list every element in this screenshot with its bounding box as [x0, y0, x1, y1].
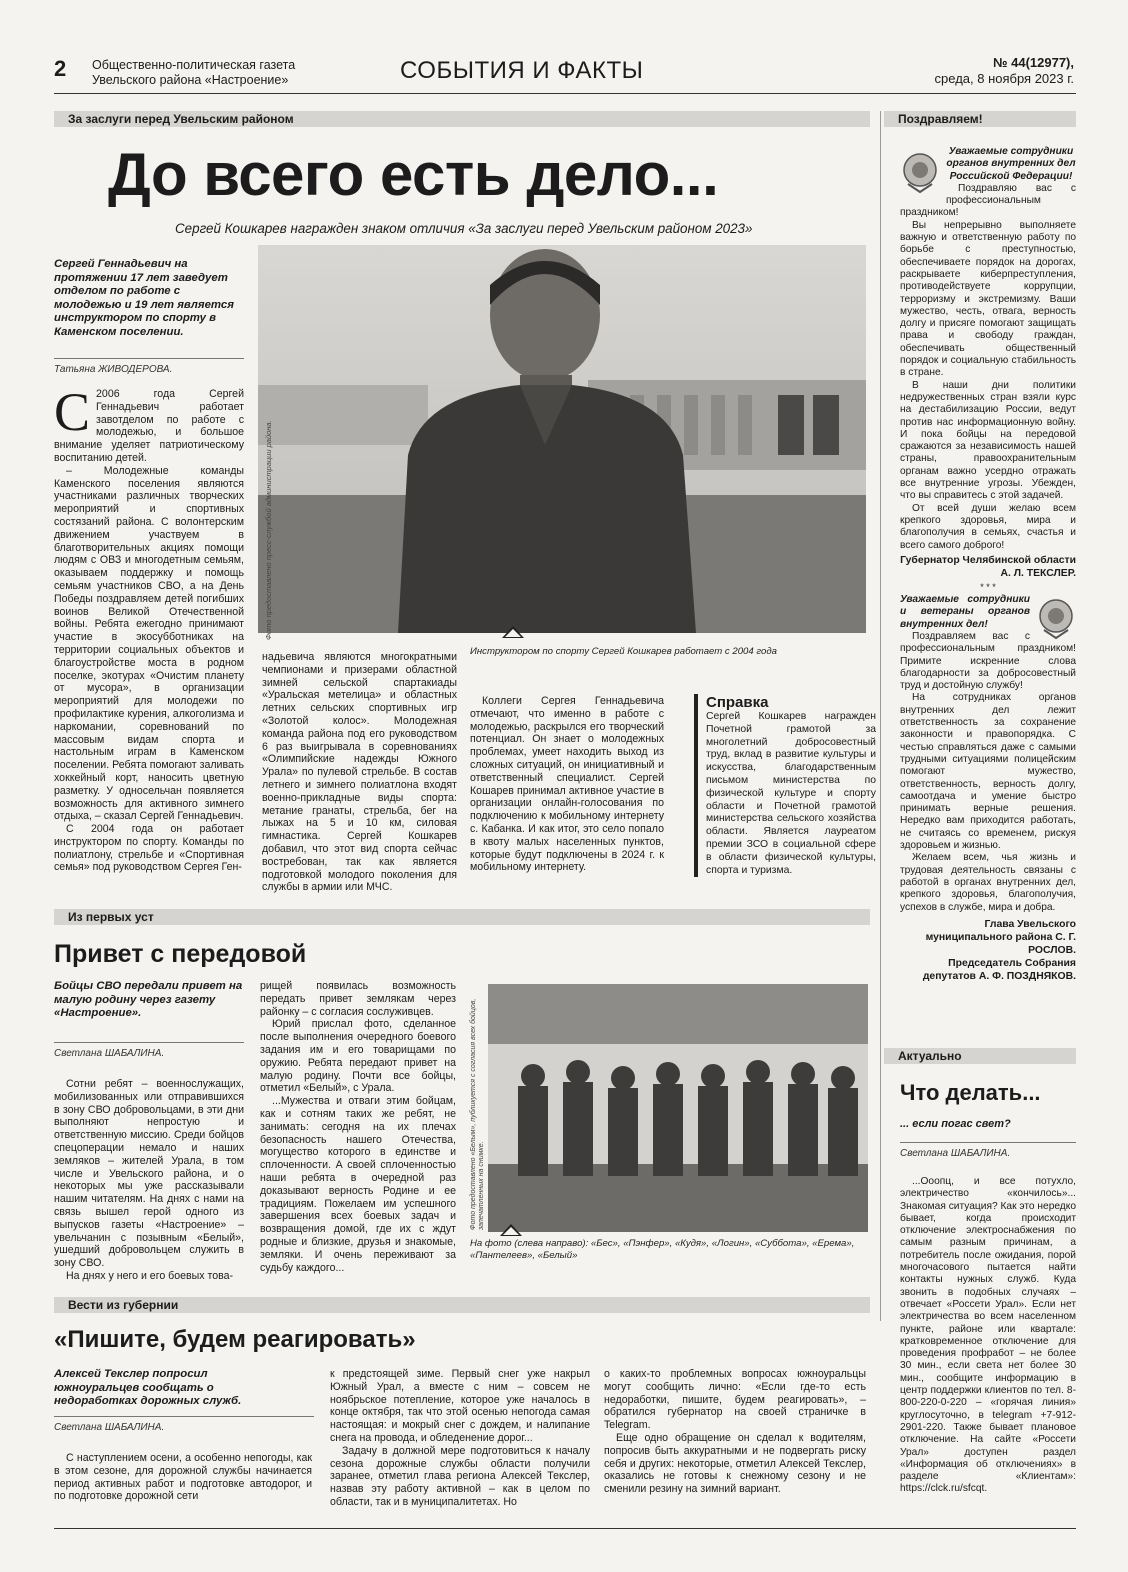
- congrats-p1: Поздравляю вас с профессиональным праздником!: [900, 182, 1076, 219]
- dropcap: С: [54, 382, 91, 442]
- article3-col2-p2: Задачу в должной мере подготовиться к началу сезона дорожные службы области получили заранее, отметил глава региона Алексей Текслер, назвав эту работу активной – как в целом по области, так и в муниципалитетах. Но: [330, 1444, 590, 1508]
- article1-kicker: За заслуги перед Увельским районом: [54, 111, 870, 127]
- issue-number: № 44(12977),: [993, 55, 1074, 70]
- article2-lead-rule: [54, 1042, 244, 1043]
- article1-lead: Сергей Геннадьевич на протяжении 17 лет заведует отделом по работе с молодежью и 19 лет является инструктором по спорту в Каменском поселении.: [54, 258, 234, 338]
- article3-col3-p1: о каких-то проблемных вопросах южноуральцы могут сообщить лично: «Если где-то есть недоработки, пишите, будем реагировать», – обратился губернатор на своей страничке в Telegram.: [604, 1368, 866, 1432]
- article3-column-1: [54, 1452, 312, 1503]
- article1-col1-p2: – Молодежные команды Каменского поселения являются участниками различных творческих мероприятий и спортивных состязаний района. С волонтерским движением участвуем в благотворительных акциях помощи людям с ОВЗ и многодетным семьям, оказываем поддержку и помощь семьям участников СВО, а на День Победы поздравляем детей погибших воинов Великой Отечественной войны. Ребята ежегодно принимают участие в экосубботниках на территории социальных объектов и благоустройстве моста в родном поселке, экотурах «Очистим планету от мусора», в организации мероприятий для молодежи по профилактике курения, алкоголизма и наркомании, соревнований по массовым видам спорта и настольным играм в Каменском поселении. Ребята помогают заливать хоккейный корт, наносить цветную разметку. У односельчан появляется возможность для активного зимнего отдыха, – сказал Сергей Геннадьевич.: [54, 464, 244, 823]
- article2-column-1: [54, 1078, 244, 1283]
- issue-info: [935, 55, 1074, 87]
- article1-col1-p1: 2006 года Сергей Геннадьевич работает завотделом по работе с молодежью, и большое внимание уделяет патриотическому воспитанию детей.: [54, 388, 244, 464]
- congrats-signature-2: Глава Увельского муниципального района С. Г. РОСЛОВ.: [925, 918, 1076, 956]
- congrats-p7: Желаем всем, чья жизнь и трудовая деятельность связаны с работой в органах внутренних дел, крепкого здоровья, благополучия, успехов в службе, мира и добра.: [900, 852, 1076, 913]
- congrats-p6: На сотрудниках органов внутренних дел лежит ответственность за сохранение законности и правопорядка. С честью справляться даже с самыми трудными ситуациями полицейским помогают мужество, ответственность, верность долгу, самоотдача и умение быстро принимать верные решения. Нередко вам приходится работать, не считаясь со временем, рискуя здоровьем и жизнью.: [900, 692, 1076, 852]
- congrats-separator: * * *: [980, 581, 996, 592]
- article1-byline: Татьяна ЖИВОДЕРОВА.: [54, 364, 173, 375]
- emblem-icon: [900, 150, 940, 194]
- congrats-p4: От всей души желаю всем крепкого здоровья, мира и благополучия в семьях, счастья и всего самого доброго!: [900, 502, 1076, 551]
- article2-photo-caption: На фото (слева направо): «Бес», «Пэнфер», «Кудя», «Логин», «Суббота», «Ерема», «Пантелеев», «Белый»: [470, 1238, 855, 1261]
- article2-lead: Бойцы СВО передали привет на малую родину через газету «Настроение».: [54, 980, 243, 1020]
- article3-col1-text: С наступлением осени, а особенно непогоды, как в этом сезоне, для дорожной службы начинается период активных работ и подготовке автодорог, и по подготовке дорожной сети: [54, 1452, 312, 1503]
- info-box: [694, 694, 876, 877]
- portrait-illustration: [258, 245, 866, 633]
- article3-col2-p1: к предстоящей зиме. Первый снег уже накрыл Южный Урал, а вместе с ним – совсем не ноябрьское потепление, которое уже началось в конце октября, так что этой осенью непогода самая настоящая: и мокрый снег с дождем, и налипание снега на провода, и обледенение дорог...: [330, 1368, 590, 1444]
- paper-name-line2: Увельского района «Настроение»: [92, 73, 289, 87]
- info-box-text: Сергей Кошкарев награжден Почетной грамотой за многолетний добросовестный труд, вклад в развитие культуры и искусства, благодарственным письмом министерства по физической культуре и спорту области и Почетной грамотой министерства сельского хозяйства области. Является лауреатом премии ЗСО в социальной сфере в области физической культуры, спорта и туризма.: [706, 711, 876, 876]
- photo-pointer-icon-2: [500, 1224, 522, 1236]
- paper-name-line1: Общественно-политическая газета: [92, 58, 296, 72]
- article1-lead-rule: [54, 358, 244, 359]
- emblem-icon-2: [1036, 596, 1076, 640]
- article3-col3-p2: Еще одно обращение он сделал к водителям, попросив быть аккуратными и не подвергать риску себя и других: некоторые, отметил Алексей Текслер, оказались не готовы к снежному сезону и не сменили резину на зимний вариант.: [604, 1431, 866, 1496]
- article1-column-3: [470, 695, 664, 874]
- article1-column-2: [262, 651, 457, 894]
- article2-kicker: Из первых уст: [54, 909, 870, 925]
- congrats-signature-3: Председатель Собрания депутатов А. Ф. ПОЗДНЯКОВ.: [922, 957, 1076, 982]
- article1-column-1: [54, 382, 244, 874]
- article2-col1-p1: Сотни ребят – военнослужащих, мобилизованных или отправившихся в зону СВО добровольцами, в эти дни выполняют непростую и ответственную миссию. Среди бойцов спецоперации немало и наших земляков – жителей Урала, в том числе и Увельского района, и о некоторых мы уже рассказывали нашим читателям. На днях с нами на связь вышел герой одного из выпусков газеты «Настроение» – увельчанин с позывным «Белый», ушедший добровольцем служить в зону СВО.: [54, 1078, 244, 1270]
- actual-column: [900, 1176, 1076, 1496]
- article2-photo-credit: Фото предоставлено «Белым», публикуется с согласия всех бойцов, запечатленных на снимке.: [470, 998, 485, 1230]
- paper-name: [92, 58, 295, 88]
- article3-title: «Пишите, будем реагировать»: [54, 1326, 416, 1353]
- congrats-signature-1: Губернатор Челябинской области А. Л. ТЕКСЛЕР.: [900, 554, 1076, 579]
- actual-byline: Светлана ШАБАЛИНА.: [900, 1148, 1011, 1159]
- congrats-kicker: Поздравляем!: [884, 111, 1076, 127]
- congrats-column: [900, 146, 1076, 983]
- header-rule: [54, 93, 1076, 94]
- congrats-p2: Вы непрерывно выполняете важную и ответственную работу по борьбе с преступностью, обеспечиваете порядок на дорогах, раскрываете киберпреступления, противодействуете коррупции, терроризму и экстремизму. Ваши мужество, честь, отвага, верность долгу и присяге помогают защищать права и свободу граждан, обеспечивать общественный порядок и социальную стабильность в стране.: [900, 219, 1076, 379]
- article1-col1-p3: С 2004 года он работает инструктором по спорту. Команды по полиатлону, стрельбе и «Спортивная семья» под руководством Сергея Ген-: [54, 823, 244, 874]
- article3-lead: Алексей Текслер попросил южноуральцев сообщать о недоработках дорожных служб.: [54, 1368, 242, 1408]
- actual-kicker: Актуально: [884, 1048, 1076, 1064]
- article2-col2-p1: рищей появилась возможность передать привет землякам через районку – с согласия сослуживцев.: [260, 980, 456, 1018]
- group-photo-illustration: [488, 984, 868, 1232]
- actual-rule: [900, 1142, 1076, 1143]
- article1-photo-caption: Инструктором по спорту Сергей Кошкарев работает с 2004 года: [470, 646, 777, 657]
- article2-col2-p2: Юрий прислал фото, сделанное после выполнения очередного боевого задания им и его товарищами по оружию. Ребята передают привет на малую родину. Почти все бойцы, отметил «Белый», с Урала.: [260, 1018, 456, 1095]
- article1-subtitle: Сергей Кошкарев награжден знаком отличия «За заслуги перед Увельским районом 2023»: [175, 221, 753, 236]
- article3-byline: Светлана ШАБАЛИНА.: [54, 1422, 165, 1433]
- sidebar-divider: [880, 111, 881, 1321]
- article2-photo: [488, 984, 868, 1232]
- page-number: 2: [54, 56, 67, 81]
- article2-col2-p3: ...Мужества и отваги этим бойцам, как и сотням таких же ребят, не занимать: сегодня на их плечах безопасность нашего Отечества, могущество которого в единстве и сплоченности. А своей сплоченностью наши ребята в очередной раз доказывают верность Родине и ее традициям. Пожелаем им успешного завершения всех боевых задач и возвращения домой, где их с ждут родные и близкие, друзья и знакомые, земляки. И очень переживают за судьбу каждого...: [260, 1095, 456, 1274]
- issue-date: среда, 8 ноября 2023 г.: [934, 71, 1074, 86]
- article3-column-3: [604, 1368, 866, 1496]
- section-title: СОБЫТИЯ И ФАКТЫ: [400, 57, 644, 84]
- congrats-p5: Поздравляем вас с профессиональным праздником! Примите искренние слова благодарности за добросовестный труд и достойную службу!: [900, 630, 1076, 692]
- info-box-title: Справка: [706, 694, 769, 711]
- congrats-greeting-1: Уважаемые сотрудники органов внутренних дел Российской Федерации!: [946, 146, 1076, 182]
- article3-lead-rule: [54, 1416, 314, 1417]
- actual-subtitle: ... если погас свет?: [900, 1118, 1011, 1130]
- congrats-greeting-2: Уважаемые сотрудники и ветераны органов внутренних дел!: [900, 594, 1030, 630]
- actual-title: Что делать...: [900, 1080, 1041, 1105]
- article3-column-2: [330, 1368, 590, 1509]
- article1-photo: [258, 245, 866, 633]
- article1-photo-credit: Фото предоставлено пресс-службой администрации района.: [264, 420, 273, 640]
- article1-col2-text: надьевича являются многократными чемпионами и призерами областной зимней сельской спартакиады «Уральская метелица» и областных летних сельских спортивных игр «Золотой колос». Молодежная команда района под его руководством 6 раз выигрывала в соревнованиях «Олимпийские надежды Южного Урала» по пулевой стрельбе. В состав летнего и зимнего полиатлона входят военно-прикладные виды спорта: метание гранаты, стрельба, бег на лыжах на 5 и 10 км, силовая гимнастика. Сергей Кошкарев добавил, что этот вид спорта сейчас востребован, так как является подготовкой молодого поколения для службы в армии или МЧС.: [262, 651, 457, 894]
- footer-rule: [54, 1528, 1076, 1529]
- article1-col3-text: Коллеги Сергея Геннадьевича отмечают, что именно в работе с молодежью, раскрылся его творческий потенциал. Он знает о молодежных проблемах, умеет находить выход из сложных ситуаций, он инициативный и ответственный специалист. Сергей Кошарев принимал активное участие в организации онлайн-голосования по подключению к мобильному интернету с. Кабанка. И как итог, это село попало в квоту малых населенных пунктов, которые будут подключены в 2024 г. к мобильному интернету.: [470, 695, 664, 874]
- article1-title: До всего есть дело...: [108, 141, 719, 208]
- article2-byline: Светлана ШАБАЛИНА.: [54, 1048, 165, 1059]
- article2-title: Привет с передовой: [54, 940, 307, 968]
- article2-column-2: [260, 980, 456, 1274]
- photo-pointer-icon: [502, 626, 524, 638]
- congrats-p3: В наши дни политики недружественных стран взяли курс на дестабилизацию России, ведут против нас информационную войну. И пока бойцы на передовой сражаются за независимость нашей страны, правоохранительным органам важно усердно отражать все внутренние угрозы. Убежден, что вы справитесь с этой задачей.: [900, 379, 1076, 502]
- article2-col1-p2: На днях у него и его боевых това-: [66, 1269, 234, 1282]
- actual-text: ...Ооопц, и все потухло, электричество «кончилось»... Знакомая ситуация? Как это нередко бывает, когда происходит отключение электроснабжения по самым разным причинам, а потребитель после ожидания, порой многочасового пытается найти контакты нужных служб. Куда звонить в подобных случаях – отвечает «Россети Урал». Если нет электричества во всем населенном пункте, районе или квартале: кратковременное отключение для проведения профработ – не более 30 мин., если света нет более 30 мин., сообщите информацию в центр поддержки клиентов по тел. 8-800-220-0-220 – «горячая линия» круглосуточно, в telegram +7-912-2901-220. Также бывает плановое отключение. На сайте «Россети Урал» доступен раздел «Информация об отключениях» в разделе «Клиентам»: https://clck.ru/sfcqt.: [900, 1176, 1076, 1495]
- article3-kicker: Вести из губернии: [54, 1297, 870, 1313]
